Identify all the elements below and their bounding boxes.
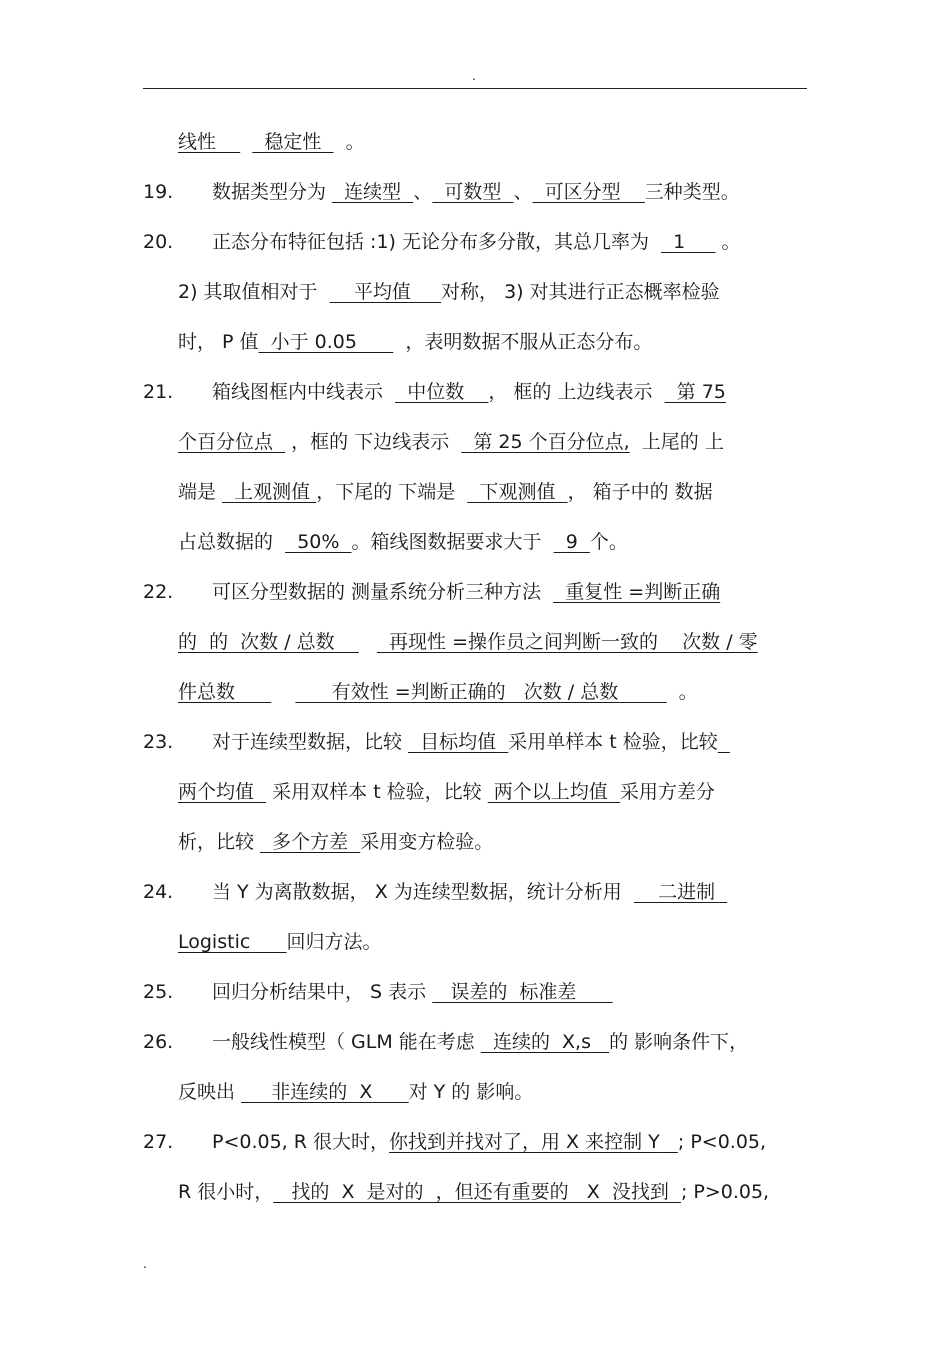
- q22-line-2: [0, 627, 950, 657]
- text: 当 Y 为离散数据， X 为连续型数据，统计分析用: [212, 881, 622, 903]
- q21-line-2: [0, 427, 950, 457]
- q20-line-3: [0, 327, 950, 357]
- text: 采用变方检验。: [360, 831, 494, 853]
- q22-line-1: [0, 577, 950, 607]
- answer-blank: 有效性 =判断正确的 次数 / 总数: [331, 681, 619, 703]
- q20-line-1: [0, 227, 950, 257]
- answer-blank: 多个方差: [272, 831, 349, 853]
- answer-blank: 下观测值: [479, 481, 556, 503]
- answer-blank: 连续型: [344, 181, 402, 203]
- answer-blank: 线性: [178, 131, 217, 153]
- answer-blank: 两个均值: [178, 781, 255, 803]
- answer-blank: 的 的 次数 / 总数: [178, 631, 335, 653]
- q24-line-2: [0, 927, 950, 957]
- text: ， 箱子中的 数据: [567, 481, 713, 503]
- q26-line-1: [0, 1027, 950, 1057]
- text: 上尾的 上: [641, 431, 724, 453]
- q26-line-2: [0, 1077, 950, 1107]
- q27-line-1: [0, 1127, 950, 1157]
- text: R 很小时，: [178, 1181, 274, 1203]
- text: 析，比较: [178, 831, 255, 853]
- answer-blank: 平均值: [353, 281, 411, 303]
- question-number: 19.: [143, 181, 174, 203]
- question-number: 26.: [143, 1031, 174, 1053]
- answer-blank: 找的 X 是对的 ，但还有重要的 X 没找到: [291, 1181, 669, 1203]
- question-number: 22.: [143, 581, 174, 603]
- q23-line-2: [0, 777, 950, 807]
- text: 一般线性模型（ GLM 能在考虑: [212, 1031, 475, 1053]
- answer-blank: 你找到并找对了，用 X 来控制 Y: [389, 1131, 660, 1153]
- text: 占总数据的: [178, 531, 274, 553]
- answer-blank: 再现性 =操作员之间判断一致的 次数 / 零: [389, 631, 758, 653]
- text: 。箱线图数据要求大于: [351, 531, 542, 553]
- answer-blank: 上观测值: [234, 481, 311, 503]
- answer-blank: 个百分位点: [178, 431, 274, 453]
- q21-line-1: [0, 377, 950, 407]
- text: 可区分型数据的 测量系统分析三种方法: [212, 581, 542, 603]
- answer-blank: 可数型: [444, 181, 502, 203]
- text: 端是: [178, 481, 217, 503]
- answer-blank: 中位数: [407, 381, 465, 403]
- answer-blank: 9: [565, 531, 578, 553]
- text: 采用单样本 t 检验，比较: [508, 731, 718, 753]
- q24-line-1: [0, 877, 950, 907]
- answer-blank: 连续的 X,s: [492, 1031, 591, 1053]
- q21-line-4: [0, 527, 950, 557]
- answer-blank: 件总数: [178, 681, 236, 703]
- question-number: 24.: [143, 881, 174, 903]
- text: 正态分布特征包括 :1) 无论分布多分散，其总几率为: [212, 231, 649, 253]
- text: 反映出: [178, 1081, 236, 1103]
- text: 对于连续型数据，比较: [212, 731, 403, 753]
- question-number: 27.: [143, 1131, 174, 1153]
- text: 。: [721, 231, 741, 253]
- q23-line-1: [0, 727, 950, 757]
- footer-dot: .: [143, 1257, 147, 1271]
- text: 采用双样本 t 检验，比较: [272, 781, 482, 803]
- question-number: 20.: [143, 231, 174, 253]
- q20-line-2: [0, 277, 950, 307]
- text: 。: [678, 681, 698, 703]
- text: 。: [345, 131, 365, 153]
- text: ; P<0.05,: [677, 1131, 767, 1153]
- question-number: 23.: [143, 731, 174, 753]
- text: ，表明数据不服从正态分布。: [405, 331, 653, 353]
- q18-line-1: [0, 127, 950, 157]
- answer-blank: 小于 0.05: [270, 331, 357, 353]
- answer-blank: 重复性 =判断正确: [565, 581, 721, 603]
- header-dot: .: [472, 69, 476, 83]
- text: ，下尾的 下端是: [316, 481, 456, 503]
- text: 、: [413, 181, 433, 203]
- text: 的 影响条件下，: [609, 1031, 749, 1053]
- text: 数据类型分为: [212, 181, 327, 203]
- text: ，框的 下边线表示: [291, 431, 450, 453]
- text: 2) 其取值相对于: [178, 281, 318, 303]
- answer-blank: 稳定性: [264, 131, 322, 153]
- q22-line-3: [0, 677, 950, 707]
- answer-blank: 50%: [297, 531, 340, 553]
- q19-line-1: [0, 177, 950, 207]
- text: 对称， 3) 对其进行正态概率检验: [441, 281, 720, 303]
- text: 、: [513, 181, 533, 203]
- q27-line-2: [0, 1177, 950, 1207]
- text: 回归分析结果中， S 表示: [212, 981, 427, 1003]
- text: 时， P 值: [178, 331, 259, 353]
- answer-blank: 目标均值: [420, 731, 497, 753]
- text: 回归方法。: [286, 931, 382, 953]
- q25-line-1: [0, 977, 950, 1007]
- text: 对 Y 的 影响。: [408, 1081, 534, 1103]
- text: ; P>0.05,: [680, 1181, 770, 1203]
- answer-blank: 两个以上均值: [493, 781, 608, 803]
- question-number: 25.: [143, 981, 174, 1003]
- answer-blank: Logistic: [178, 931, 251, 953]
- q21-line-3: [0, 477, 950, 507]
- answer-blank: 1: [673, 231, 686, 253]
- text: 采用方差分: [619, 781, 715, 803]
- text: 箱线图框内中线表示: [212, 381, 384, 403]
- text: 三种类型。: [644, 181, 740, 203]
- question-number: 21.: [143, 381, 174, 403]
- answer-blank: 第 25 个百分位点,: [473, 431, 630, 453]
- text: P<0.05, R 很大时，: [212, 1131, 390, 1153]
- answer-blank: 非连续的 X: [271, 1081, 373, 1103]
- answer-blank: 可区分型: [544, 181, 621, 203]
- answer-blank: 误差的 标准差: [450, 981, 577, 1003]
- text: ， 框的 上边线表示: [488, 381, 653, 403]
- header-rule: [143, 88, 807, 89]
- answer-blank: 二进制: [658, 881, 716, 903]
- answer-blank: 第 75: [676, 381, 726, 403]
- q23-line-3: [0, 827, 950, 857]
- text: 个。: [589, 531, 628, 553]
